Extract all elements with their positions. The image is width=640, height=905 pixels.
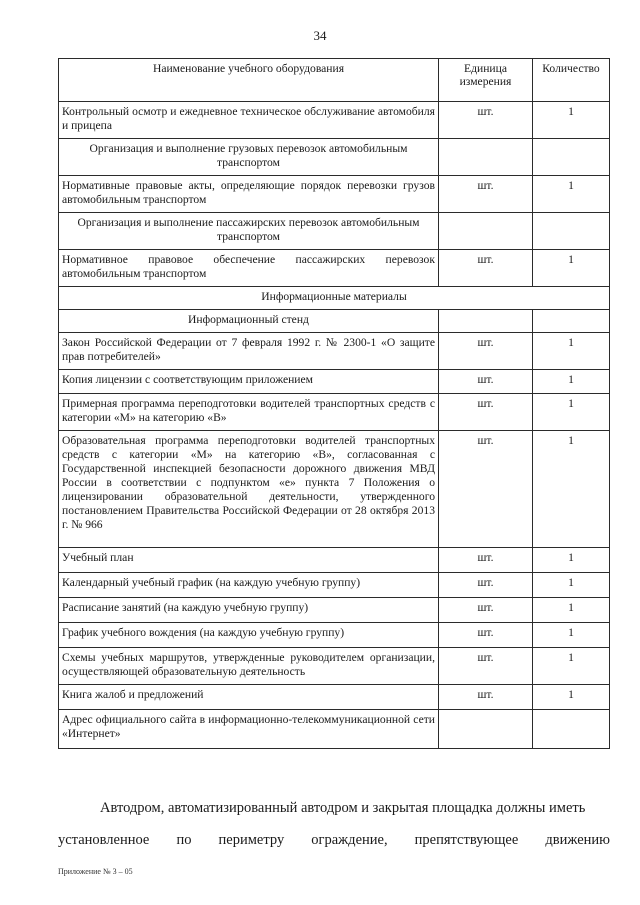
column-header-unit: Единица измерения bbox=[439, 59, 533, 102]
cell-unit bbox=[439, 710, 533, 749]
table-section-row bbox=[59, 310, 610, 333]
table-row bbox=[59, 176, 610, 213]
table-row bbox=[59, 370, 610, 394]
table-row bbox=[59, 333, 610, 370]
cell-name: Контрольный осмотр и ежедневное техническое обслуживание автомобиля и прицепа bbox=[59, 102, 439, 139]
cell-qty: 1 bbox=[533, 598, 610, 623]
table-section-row bbox=[59, 139, 610, 176]
cell-unit: шт. bbox=[439, 598, 533, 623]
cell-name: Схемы учебных маршрутов, утвержденные руководителем организации, осуществляющей образовательную деятельность bbox=[59, 648, 439, 685]
cell-qty: 1 bbox=[533, 102, 610, 139]
column-header-qty: Количество bbox=[533, 59, 610, 102]
cell-name: Расписание занятий (на каждую учебную группу) bbox=[59, 598, 439, 623]
cell-name: Адрес официального сайта в информационно-телекоммуникационной сети «Интернет» bbox=[59, 710, 439, 749]
cell-unit: шт. bbox=[439, 394, 533, 431]
cell-qty: 1 bbox=[533, 176, 610, 213]
cell-unit: шт. bbox=[439, 623, 533, 648]
cell-unit: шт. bbox=[439, 648, 533, 685]
cell-qty: 1 bbox=[533, 573, 610, 598]
body-paragraph-line-2: установленное по периметру ограждение, препятствующее движению bbox=[58, 832, 610, 848]
table-row bbox=[59, 250, 610, 287]
page-number: 34 bbox=[313, 28, 327, 43]
cell-unit: шт. bbox=[439, 685, 533, 710]
cell-name: Закон Российской Федерации от 7 февраля 1992 г. № 2300-1 «О защите прав потребителей» bbox=[59, 333, 439, 370]
cell-qty: 1 bbox=[533, 431, 610, 548]
cell-name: Нормативные правовые акты, определяющие порядок перевозки грузов автомобильным транспортом bbox=[59, 176, 439, 213]
table-row bbox=[59, 623, 610, 648]
cell-section: Информационные материалы bbox=[59, 287, 610, 310]
cell-name: Примерная программа переподготовки водителей транспортных средств с категории «М» на категорию «В» bbox=[59, 394, 439, 431]
cell-unit bbox=[439, 213, 533, 250]
cell-qty: 1 bbox=[533, 623, 610, 648]
body-paragraph-line-1: Автодром, автоматизированный автодром и закрытая площадка должны иметь bbox=[100, 800, 586, 816]
cell-name: Учебный план bbox=[59, 548, 439, 573]
cell-qty: 1 bbox=[533, 648, 610, 685]
cell-qty: 1 bbox=[533, 548, 610, 573]
cell-qty: 1 bbox=[533, 370, 610, 394]
cell-qty bbox=[533, 139, 610, 176]
footer-note: Приложение № 3 – 05 bbox=[58, 867, 133, 876]
cell-section: Организация и выполнение грузовых перевозок автомобильным транспортом bbox=[59, 139, 439, 176]
table-row bbox=[59, 685, 610, 710]
table-section-row bbox=[59, 213, 610, 250]
cell-qty: 1 bbox=[533, 333, 610, 370]
table-row bbox=[59, 573, 610, 598]
cell-unit: шт. bbox=[439, 573, 533, 598]
table-row bbox=[59, 431, 610, 548]
cell-qty: 1 bbox=[533, 250, 610, 287]
cell-unit bbox=[439, 139, 533, 176]
cell-qty bbox=[533, 310, 610, 333]
table-section-row bbox=[59, 287, 610, 310]
cell-name: Нормативное правовое обеспечение пассажирских перевозок автомобильным транспортом bbox=[59, 250, 439, 287]
cell-name: Календарный учебный график (на каждую учебную группу) bbox=[59, 573, 439, 598]
table-row bbox=[59, 648, 610, 685]
cell-unit: шт. bbox=[439, 250, 533, 287]
cell-unit: шт. bbox=[439, 102, 533, 139]
cell-unit: шт. bbox=[439, 370, 533, 394]
table-row bbox=[59, 548, 610, 573]
cell-name: Книга жалоб и предложений bbox=[59, 685, 439, 710]
table-row bbox=[59, 598, 610, 623]
cell-unit: шт. bbox=[439, 176, 533, 213]
cell-qty: 1 bbox=[533, 685, 610, 710]
table-row bbox=[59, 102, 610, 139]
cell-qty: 1 bbox=[533, 394, 610, 431]
table-row bbox=[59, 710, 610, 749]
cell-unit: шт. bbox=[439, 333, 533, 370]
cell-name: Образовательная программа переподготовки водителей транспортных средств с категории «М» на категорию «В», согласованная с Государственной инспекцией безопасности дорожного движения МВД России в соответствии с подпунктом «е» пункта 7 Положения о лицензировании образовательной деятельности, утвержденного постановлением Правительства Российской Федерации от 28 октября 2013 г. № 966 bbox=[59, 431, 439, 548]
cell-name: График учебного вождения (на каждую учебную группу) bbox=[59, 623, 439, 648]
cell-unit: шт. bbox=[439, 548, 533, 573]
equipment-table bbox=[58, 58, 610, 749]
cell-qty bbox=[533, 213, 610, 250]
table-header-row bbox=[59, 59, 610, 102]
cell-name: Копия лицензии с соответствующим приложением bbox=[59, 370, 439, 394]
cell-unit bbox=[439, 310, 533, 333]
column-header-name: Наименование учебного оборудования bbox=[59, 59, 439, 102]
table-row bbox=[59, 394, 610, 431]
cell-section: Информационный стенд bbox=[59, 310, 439, 333]
cell-qty bbox=[533, 710, 610, 749]
cell-section: Организация и выполнение пассажирских перевозок автомобильным транспортом bbox=[59, 213, 439, 250]
cell-unit: шт. bbox=[439, 431, 533, 548]
